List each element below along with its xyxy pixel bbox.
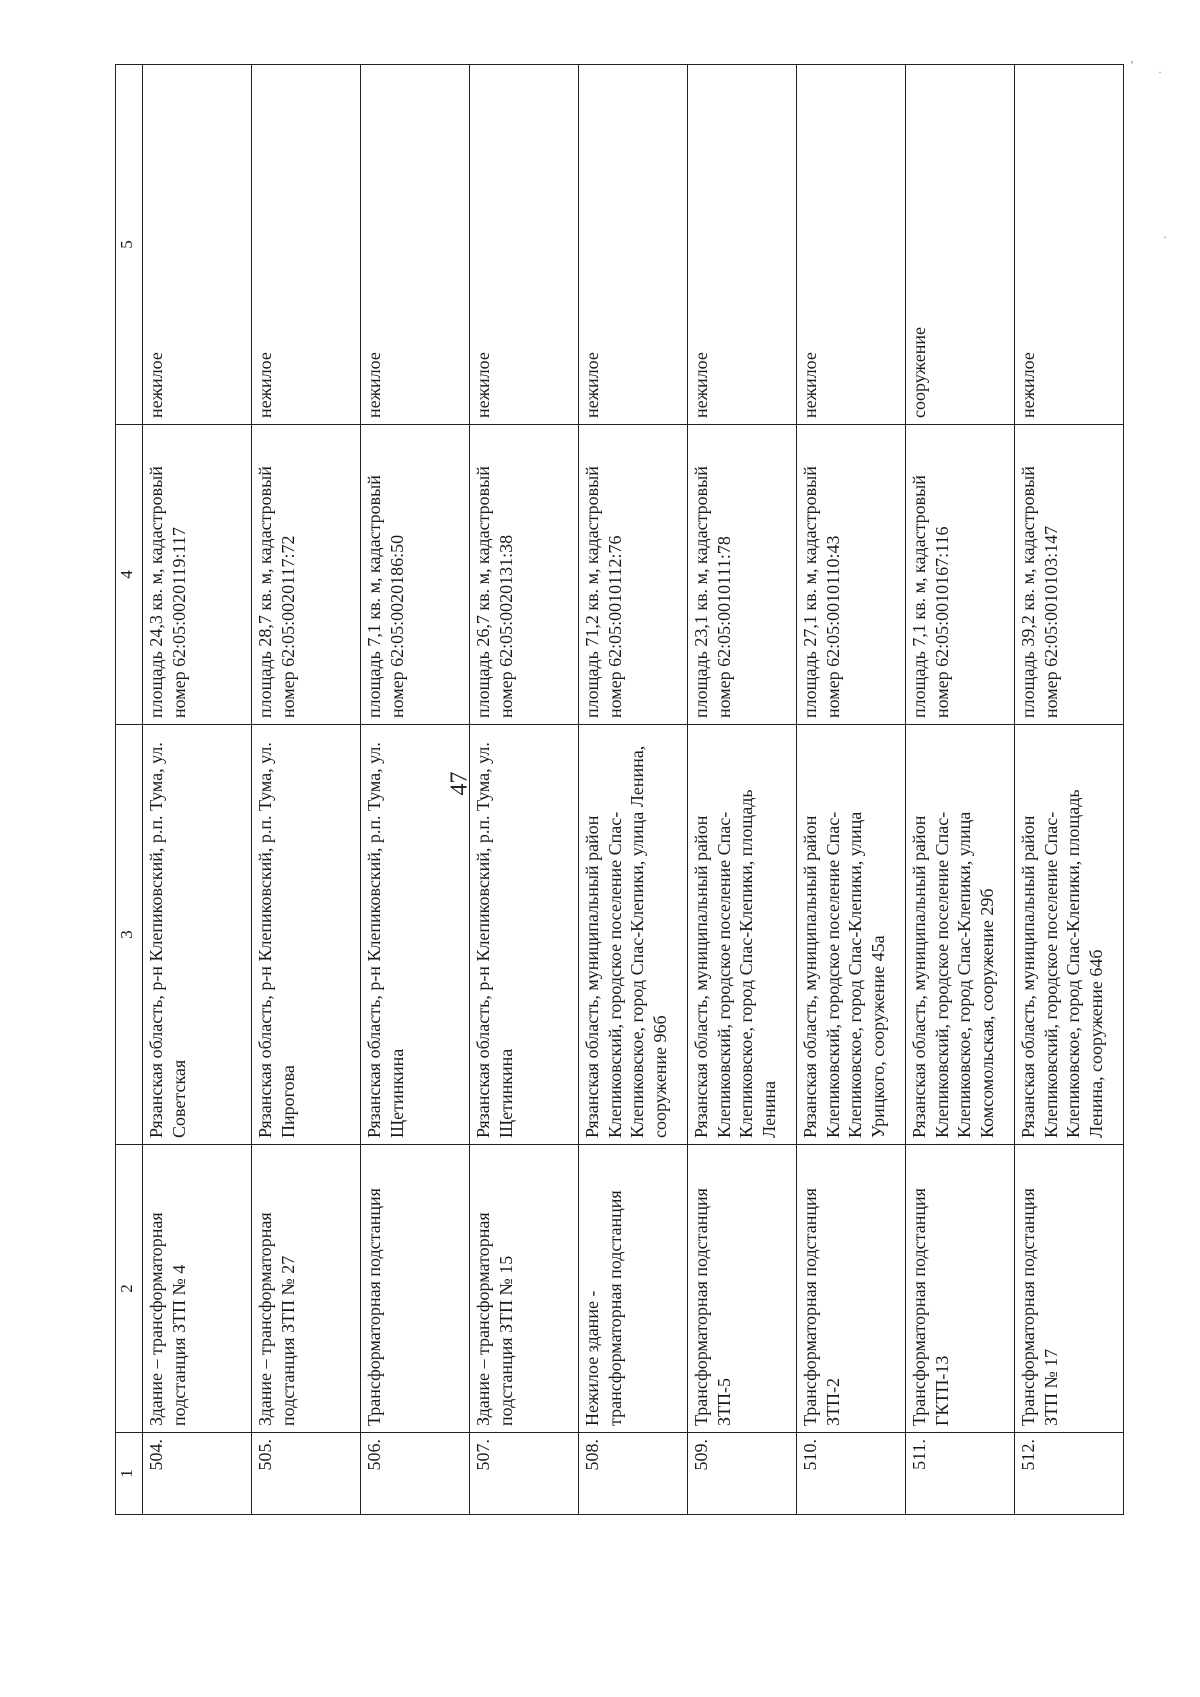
- object-name: Трансформаторная подстанция ЗТП-5: [688, 1145, 797, 1433]
- row-number: 512.: [1015, 1433, 1124, 1515]
- row-number: 510.: [797, 1433, 906, 1515]
- page-number: 47: [446, 771, 473, 796]
- object-address: Рязанская область, р-н Клепиковский, р.п. Тума, ул. Щетинкина: [470, 725, 579, 1145]
- object-address: Рязанская область, муниципальный район Клепиковский, городское поселение Спас-Клепиковское, город Спас-Клепики, площадь Ленина, сооружение 64б: [1015, 725, 1124, 1145]
- scan-speck: ·: [1163, 230, 1167, 244]
- object-address: Рязанская область, р-н Клепиковский, р.п. Тума, ул. Советская: [143, 725, 252, 1145]
- object-type: нежилое: [470, 65, 579, 425]
- object-address: Рязанская область, муниципальный район Клепиковский, городское поселение Спас-Клепиковское, город Спас-Клепики, улица Комсомольская, сооружение 29б: [906, 725, 1015, 1145]
- object-address: Рязанская область, р-н Клепиковский, р.п. Тума, ул. Пирогова: [252, 725, 361, 1145]
- object-details: площадь 28,7 кв. м, кадастровый номер 62:05:0020117:72: [252, 425, 361, 725]
- object-type: нежилое: [688, 65, 797, 425]
- column-header: 5: [116, 65, 143, 425]
- object-type: нежилое: [1015, 65, 1124, 425]
- row-number: 511.: [906, 1433, 1015, 1515]
- object-name: Нежилое здание - трансформаторная подстанция: [579, 1145, 688, 1433]
- object-address: Рязанская область, муниципальный район Клепиковский, городское поселение Спас-Клепиковское, город Спас-Клепики, улица Урицкого, сооружение 45а: [797, 725, 906, 1145]
- table-row: [579, 65, 688, 1515]
- rotated-table-container: [115, 65, 1106, 1515]
- scan-speck: ʼ: [1130, 58, 1134, 72]
- object-address: Рязанская область, муниципальный район Клепиковский, городское поселение Спас-Клепиковское, город Спас-Клепики, улица Ленина, сооружение 96б: [579, 725, 688, 1145]
- object-type: нежилое: [361, 65, 470, 425]
- column-header: 1: [116, 1433, 143, 1515]
- object-type: нежилое: [252, 65, 361, 425]
- object-address: Рязанская область, муниципальный район Клепиковский, городское поселение Спас-Клепиковское, город Спас-Клепики, площадь Ленина: [688, 725, 797, 1145]
- row-number: 509.: [688, 1433, 797, 1515]
- object-address: Рязанская область, р-н Клепиковский, р.п. Тума, ул. Щетинкина: [361, 725, 470, 1145]
- object-name: Трансформаторная подстанция ГКТП-13: [906, 1145, 1015, 1433]
- object-details: площадь 71,2 кв. м, кадастровый номер 62:05:0010112:76: [579, 425, 688, 725]
- object-details: площадь 24,3 кв. м, кадастровый номер 62:05:0020119:117: [143, 425, 252, 725]
- object-name: Здание – трансформаторная подстанция ЗТП № 4: [143, 1145, 252, 1433]
- table-row: [470, 65, 579, 1515]
- table-row: [252, 65, 361, 1515]
- table-row: [1015, 65, 1124, 1515]
- scan-speck: ·: [1158, 65, 1162, 79]
- column-header: 4: [116, 425, 143, 725]
- object-type: нежилое: [797, 65, 906, 425]
- row-number: 504.: [143, 1433, 252, 1515]
- table-row: [688, 65, 797, 1515]
- table-row: [906, 65, 1015, 1515]
- registry-table: [115, 64, 1124, 1515]
- table-row: [361, 65, 470, 1515]
- column-header: 2: [116, 1145, 143, 1433]
- column-header: 3: [116, 725, 143, 1145]
- row-number: 507.: [470, 1433, 579, 1515]
- row-number: 505.: [252, 1433, 361, 1515]
- object-name: Здание – трансформаторная подстанция ЗТП № 27: [252, 1145, 361, 1433]
- object-type: сооружение: [906, 65, 1015, 425]
- table-row: [797, 65, 906, 1515]
- object-name: Трансформаторная подстанция: [361, 1145, 470, 1433]
- object-details: площадь 27,1 кв. м, кадастровый номер 62:05:0010110:43: [797, 425, 906, 725]
- column-numbers-row: [116, 65, 143, 1515]
- object-details: площадь 23,1 кв. м, кадастровый номер 62:05:0010111:78: [688, 425, 797, 725]
- object-name: Трансформаторная подстанция ЗТП № 17: [1015, 1145, 1124, 1433]
- object-type: нежилое: [143, 65, 252, 425]
- table-row: [143, 65, 252, 1515]
- object-details: площадь 26,7 кв. м, кадастровый номер 62:05:0020131:38: [470, 425, 579, 725]
- row-number: 506.: [361, 1433, 470, 1515]
- object-details: площадь 7,1 кв. м, кадастровый номер 62:05:0020186:50: [361, 425, 470, 725]
- object-name: Трансформаторная подстанция ЗТП-2: [797, 1145, 906, 1433]
- object-type: нежилое: [579, 65, 688, 425]
- row-number: 508.: [579, 1433, 688, 1515]
- object-details: площадь 7,1 кв. м, кадастровый номер 62:05:0010167:116: [906, 425, 1015, 725]
- object-name: Здание – трансформаторная подстанция ЗТП № 15: [470, 1145, 579, 1433]
- object-details: площадь 39,2 кв. м, кадастровый номер 62:05:0010103:147: [1015, 425, 1124, 725]
